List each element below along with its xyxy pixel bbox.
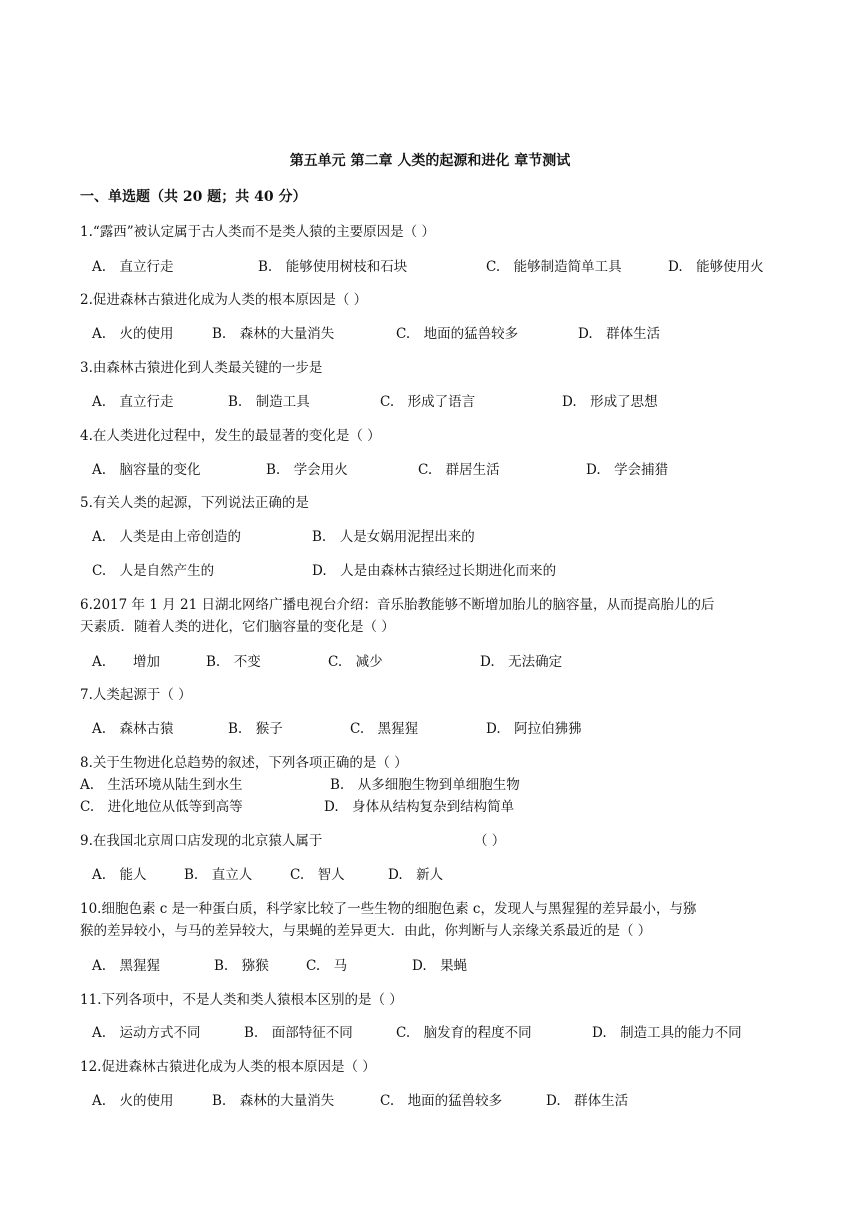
question-2-option-b: B. 森林的大量消失 [212, 326, 335, 342]
question-8-stem: 8.关于生物进化总趋势的叙述，下列各项正确的是（ ） [80, 755, 408, 771]
question-12-option-a: A. 火的使用 [92, 1093, 174, 1109]
question-2-option-c: C. 地面的猛兽较多 [396, 326, 519, 342]
question-1-option-b: B. 能够使用树枝和石块 [258, 259, 408, 275]
question-4-option-b: B. 学会用火 [266, 462, 348, 478]
question-6-option-a: A. 增加 [92, 654, 161, 670]
question-3-option-c: C. 形成了语言 [380, 394, 476, 410]
question-11-option-c: C. 脑发育的程度不同 [396, 1025, 532, 1041]
question-1-option-a: A. 直立行走 [92, 259, 174, 275]
question-12-option-b: B. 森林的大量消失 [212, 1093, 335, 1109]
question-7-option-b: B. 猴子 [228, 721, 283, 737]
question-9-option-a: A. 能人 [92, 867, 147, 883]
question-5-option-a: A. 人类是由上帝创造的 [92, 529, 242, 545]
question-9-option-c: C. 智人 [290, 867, 345, 883]
question-6-option-b: B. 不变 [206, 654, 261, 670]
question-5-option-c: C. 人是自然产生的 [92, 563, 215, 579]
question-10-option-a: A. 黑猩猩 [92, 958, 161, 974]
question-6-stem-line-2: 天素质．随着人类的进化，它们脑容量的变化是（ ） [80, 619, 395, 635]
question-4-option-c: C. 群居生活 [418, 462, 500, 478]
question-7-option-d: D. 阿拉伯狒狒 [486, 721, 582, 737]
question-10-option-d: D. 果蝇 [412, 958, 468, 974]
section-heading: 一、单选题（共 20 题；共 40 分） [80, 189, 307, 205]
question-11-option-b: B. 面部特征不同 [244, 1025, 353, 1041]
question-1-stem: 1.“露西”被认定属于古人类而不是类人猿的主要原因是（ ） [80, 224, 435, 240]
question-8-option-d: D. 身体从结构复杂到结构简单 [324, 799, 515, 815]
question-9-option-d: D. 新人 [388, 867, 444, 883]
question-11-stem: 11.下列各项中，不是人类和类人猿根本区别的是（ ） [80, 992, 403, 1008]
question-8-option-c: C. 进化地位从低等到高等 [80, 799, 243, 815]
question-3-option-a: A. 直立行走 [92, 394, 174, 410]
question-2-stem: 2.促进森林古猿进化成为人类的根本原因是（ ） [80, 292, 368, 308]
question-3-option-b: B. 制造工具 [228, 394, 310, 410]
question-6-option-c: C. 减少 [328, 654, 383, 670]
question-9-stem: 9.在我国北京周口店发现的北京猿人属于 [80, 833, 323, 849]
question-4-stem: 4.在人类进化过程中，发生的最显著的变化是（ ） [80, 428, 381, 444]
question-9-option-b: B. 直立人 [184, 867, 253, 883]
question-4-option-a: A. 脑容量的变化 [92, 462, 201, 478]
question-1-option-c: C. 能够制造简单工具 [486, 259, 622, 275]
question-12-option-c: C. 地面的猛兽较多 [380, 1093, 503, 1109]
question-7-option-a: A. 森林古猿 [92, 721, 174, 737]
question-2-option-a: A. 火的使用 [92, 326, 174, 342]
question-5-stem: 5.有关人类的起源，下列说法正确的是 [80, 495, 309, 511]
question-10-stem-line-2: 猴的差异较小，与马的差异较大，与果蝇的差异更大．由此，你判断与人亲缘关系最近的是（ ） [80, 923, 652, 939]
question-10-stem: 10.细胞色素 c 是一种蛋白质，科学家比较了一些生物的细胞色素 c，发现人与黑猩猩的差异最小，与猕 [80, 901, 697, 917]
question-10-option-c: C. 马 [306, 958, 348, 974]
question-8-option-b: B. 从多细胞生物到单细胞生物 [330, 777, 520, 793]
question-3-stem: 3.由森林古猿进化到人类最关键的一步是 [80, 360, 323, 376]
question-5-option-d: D. 人是由森林古猿经过长期进化而来的 [312, 563, 557, 579]
question-6-option-d: D. 无法确定 [480, 654, 563, 670]
question-7-stem: 7.人类起源于（ ） [80, 687, 192, 703]
question-3-option-d: D. 形成了思想 [562, 394, 658, 410]
question-11-option-a: A. 运动方式不同 [92, 1025, 201, 1041]
question-12-stem: 12.促进森林古猿进化成为人类的根本原因是（ ） [80, 1059, 376, 1075]
question-6-stem: 6.2017 年 1 月 21 日湖北网络广播电视台介绍：音乐胎教能够不断增加胎儿的脑容量，从而提高胎儿的后 [80, 597, 715, 613]
question-8-option-a: A. 生活环境从陆生到水生 [80, 777, 243, 793]
question-9-answer-blank: （ ） [474, 833, 506, 849]
question-2-option-d: D. 群体生活 [578, 326, 661, 342]
page-title: 第五单元 第二章 人类的起源和进化 章节测试 [289, 153, 571, 169]
question-12-option-d: D. 群体生活 [546, 1093, 629, 1109]
question-7-option-c: C. 黑猩猩 [350, 721, 419, 737]
question-4-option-d: D. 学会捕猎 [586, 462, 669, 478]
question-10-option-b: B. 猕猴 [214, 958, 269, 974]
question-1-option-d: D. 能够使用火 [668, 259, 764, 275]
question-11-option-d: D. 制造工具的能力不同 [592, 1025, 742, 1041]
question-5-option-b: B. 人是女娲用泥捏出来的 [312, 529, 475, 545]
